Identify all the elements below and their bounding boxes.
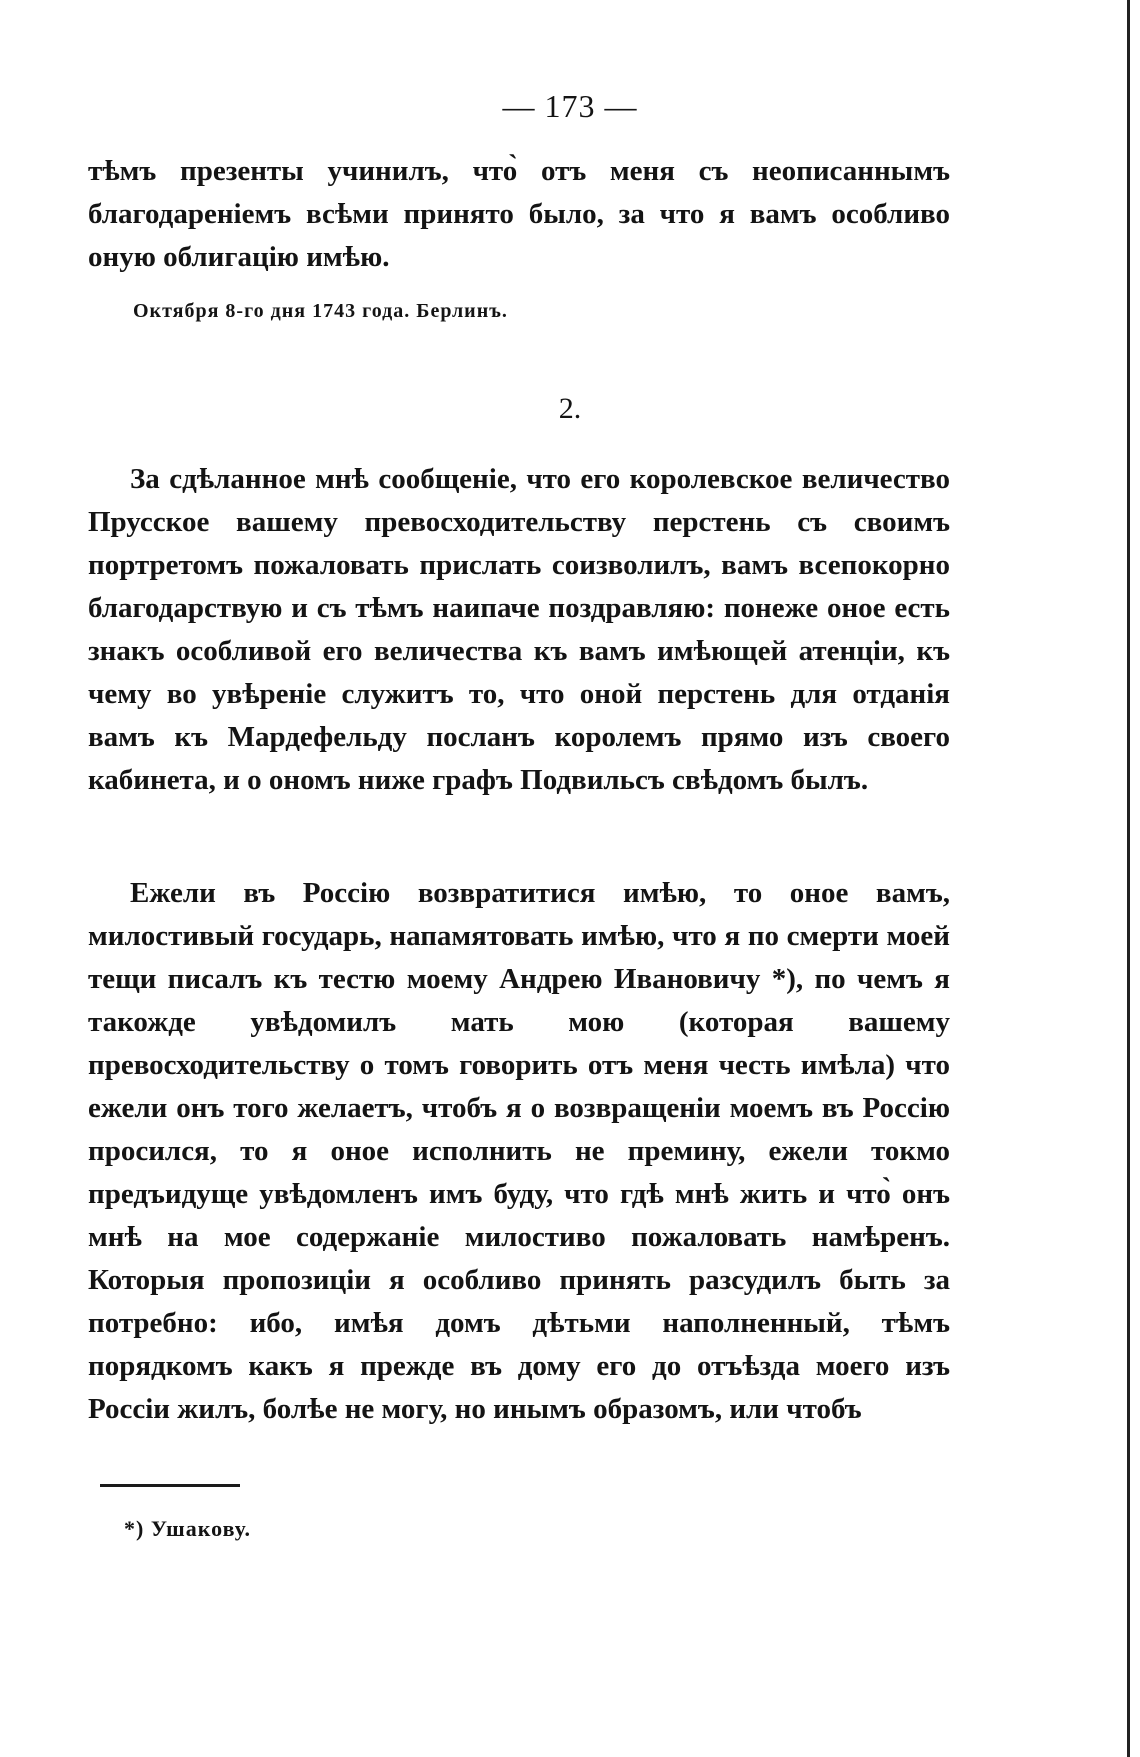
letter-paragraph: Ежели въ Россію возвратитися имѣю, то оное вамъ, милостивый государь, напамятовать имѣю, что я по смерти моей тещи писалъ къ тестю моему Андрею Ивановичу *), по чемъ я такожде увѣдомилъ мать мою (которая вашему превосходительству о томъ говорить отъ меня честь имѣла) что ежели онъ того желаетъ, чтобъ я о возвращеніи моемъ въ Россію просился, то я оное исполнить не премину, ежели токмо предъидуще увѣдомленъ имъ буду, что гдѣ мнѣ жить и что̀ онъ мнѣ на мое содержаніе милостиво пожаловать намѣренъ. Которыя пропозиціи я особливо принять разсудилъ быть за потребно: ибо, имѣя домъ дѣтьми наполненный, тѣмъ порядкомъ какъ я прежде въ дому его до отъѣзда моего изъ Россіи жилъ, болѣе не могу, но инымъ образомъ, или чтобъ (88, 877, 950, 1425)
letter-paragraph-block-2 (88, 872, 950, 1431)
footnote-divider (100, 1484, 240, 1487)
intro-text-block (88, 150, 950, 279)
intro-paragraph: тѣмъ презенты учинилъ, что̀ отъ меня съ неописаннымъ благодареніемъ всѣми принято было, за что я вамъ особливо оную облигацію имѣю. (88, 155, 950, 273)
page-edge-line (1127, 0, 1130, 1757)
letter-paragraph: За сдѣланное мнѣ сообщеніе, что его королевское величество Прусское вашему превосходительству перстень съ своимъ портретомъ пожаловать прислать соизволилъ, вамъ всепокорно благодарствую и съ тѣмъ наипаче поздравляю: понеже оное есть знакъ особливой его величества къ вамъ имѣющей атенціи, къ чему во увѣреніе служитъ то, что оной перстень для отданія вамъ къ Мардефельду посланъ королемъ прямо изъ своего кабинета, и о ономъ ниже графъ Подвильсъ свѣдомъ былъ. (88, 463, 950, 796)
section-number: 2. (558, 392, 582, 425)
letter-paragraph-block-1 (88, 458, 950, 802)
footnote: *) Ушакову. (124, 1516, 252, 1541)
letter-dateline: Октября 8-го дня 1743 года. Берлинъ. (133, 300, 508, 322)
page-number: — 173 — (502, 88, 638, 124)
